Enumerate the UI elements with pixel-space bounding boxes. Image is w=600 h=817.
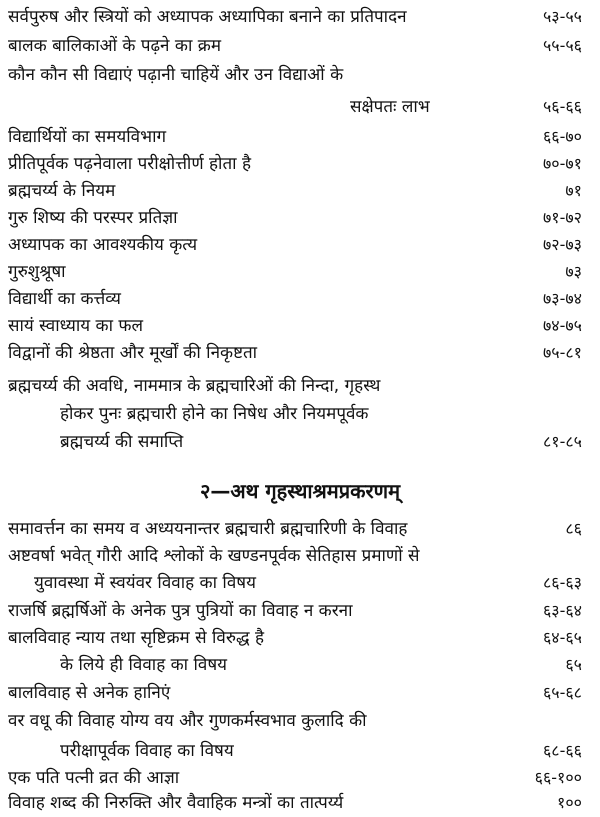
toc-entry <box>0 4 600 30</box>
toc-entry-pages: ७२-७३ <box>542 235 582 254</box>
toc-entry <box>0 151 600 177</box>
toc-entry-pages: ७४-७५ <box>542 316 582 335</box>
toc-entry <box>0 373 600 399</box>
toc-entry-title: अध्यापक का आवश्यकीय कृत्य <box>8 235 198 255</box>
toc-entry <box>0 516 600 542</box>
toc-entry <box>0 62 600 88</box>
toc-entry <box>0 178 600 204</box>
toc-entry-pages: ६५ <box>565 655 582 674</box>
toc-entry-title: बालक बालिकाओं के पढ़ने का क्रम <box>8 36 221 56</box>
toc-entry-title: एक पति पत्नी व्रत की आज्ञा <box>8 768 180 788</box>
toc-entry-pages: १०० <box>557 793 582 812</box>
toc-entry-title: विद्वानों की श्रेष्ठता और मूर्खों की निकृष्टता <box>8 343 258 363</box>
toc-entry-title: बालविवाह न्याय तथा सृष्टिक्रम से विरुद्ध है <box>8 628 265 648</box>
toc-entry-pages: ८१-८५ <box>542 432 582 451</box>
toc-entry <box>0 429 600 455</box>
toc-entry-title: होकर पुनः ब्रह्मचारी होने का निषेध और नियमपूर्वक <box>60 404 369 424</box>
toc-entry-title: राजर्षि ब्रह्मर्षिओं के अनेक पुत्र पुत्रियों का विवाह न करना <box>8 601 353 621</box>
toc-entry-title: सक्षेपतः लाभ <box>350 97 430 117</box>
toc-entry-title: के लिये ही विवाह का विषय <box>60 655 228 675</box>
toc-entry <box>0 738 600 764</box>
toc-entry-pages: ६४-६५ <box>542 628 582 647</box>
toc-entry-title: विवाह शब्द की निरुक्ति और वैवाहिक मन्त्रों का तात्पर्य्य <box>8 793 344 813</box>
toc-entry-pages: ७१ <box>565 181 582 200</box>
toc-entry-pages: ५५-५६ <box>542 36 582 55</box>
toc-entry-pages: ८६-६३ <box>542 573 582 592</box>
toc-entry-title: सायं स्वाध्याय का फल <box>8 316 144 336</box>
toc-entry <box>0 94 600 120</box>
toc-entry <box>0 708 600 734</box>
toc-entry-pages: ६८-६६ <box>542 741 582 760</box>
toc-entry <box>0 205 600 231</box>
toc-entry <box>0 232 600 258</box>
toc-entry-pages: ७१-७२ <box>542 208 582 227</box>
toc-entry-title: ब्रह्मचर्य्य की समाप्ति <box>60 432 184 452</box>
toc-entry-pages: ७५-८१ <box>542 343 582 362</box>
toc-entry-title: प्रीतिपूर्वक पढ़नेवाला परीक्षोत्तीर्ण होता है <box>8 154 251 174</box>
toc-entry-title: युवावस्था में स्वयंवर विवाह का विषय <box>34 573 256 593</box>
toc-entry-title: ब्रह्मचर्य्य के नियम <box>8 181 116 201</box>
toc-entry <box>0 625 600 651</box>
toc-entry-title: गुरुशुश्रूषा <box>8 262 66 282</box>
toc-entry <box>0 33 600 59</box>
toc-entry-title: समावर्त्तन का समय व अध्ययनान्तर ब्रह्मचारी ब्रह्मचारिणी के विवाह <box>8 519 408 539</box>
toc-entry <box>0 765 600 791</box>
toc-entry-pages: ७३ <box>565 262 582 281</box>
toc-entry <box>0 401 600 427</box>
toc-entry-title: अष्टवर्षा भवेत् गौरी आदि श्लोकों के खण्डनपूर्वक सेतिहास प्रमाणों से <box>8 546 420 566</box>
toc-entry-title: ब्रह्मचर्य्य की अवधि, नाममात्र के ब्रह्मचारिओं की निन्दा, गृहस्थ <box>8 376 381 396</box>
toc-entry-pages: ८६ <box>565 519 582 538</box>
toc-entry-pages: ६६-१०० <box>534 768 582 787</box>
toc-entry-title: विद्यार्थियों का समयविभाग <box>8 127 167 147</box>
toc-entry-title: वर वधू की विवाह योग्य वय और गुणकर्मस्वभाव कुलादि की <box>8 711 367 731</box>
toc-entry <box>0 259 600 285</box>
toc-entry <box>0 598 600 624</box>
toc-entry-title: विद्यार्थी का कर्त्तव्य <box>8 289 121 309</box>
toc-entry <box>0 680 600 706</box>
toc-entry-title: परीक्षापूर्वक विवाह का विषय <box>60 741 234 761</box>
toc-entry-title: सर्वपुरुष और स्त्रियों को अध्यापक अध्यापिका बनाने का प्रतिपादन <box>8 7 407 27</box>
toc-entry <box>0 790 600 816</box>
toc-entry-pages: ५३-५५ <box>542 7 582 26</box>
toc-entry-pages: ७०-७१ <box>542 154 582 173</box>
section-heading: २—अथ गृहस्थाश्रमप्रकरणम् <box>199 479 401 503</box>
toc-entry-title: बालविवाह से अनेक हानिएं <box>8 683 171 703</box>
toc-entry <box>0 652 600 678</box>
toc-entry-pages: ६५-६८ <box>542 683 582 702</box>
toc-entry <box>0 340 600 366</box>
toc-entry-title: कौन कौन सी विद्याएं पढ़ानी चाहियें और उन विद्याओं के <box>8 65 344 85</box>
toc-entry <box>0 124 600 150</box>
toc-entry <box>0 313 600 339</box>
toc-entry <box>0 543 600 569</box>
toc-entry-pages: ६६-७० <box>542 127 582 146</box>
toc-entry-pages: ५६-६६ <box>542 97 582 116</box>
toc-entry-title: गुरु शिष्य की परस्पर प्रतिज्ञा <box>8 208 178 228</box>
toc-entry <box>0 286 600 312</box>
toc-entry-pages: ६३-६४ <box>542 601 582 620</box>
toc-entry-pages: ७३-७४ <box>542 289 582 308</box>
toc-entry <box>0 570 600 596</box>
